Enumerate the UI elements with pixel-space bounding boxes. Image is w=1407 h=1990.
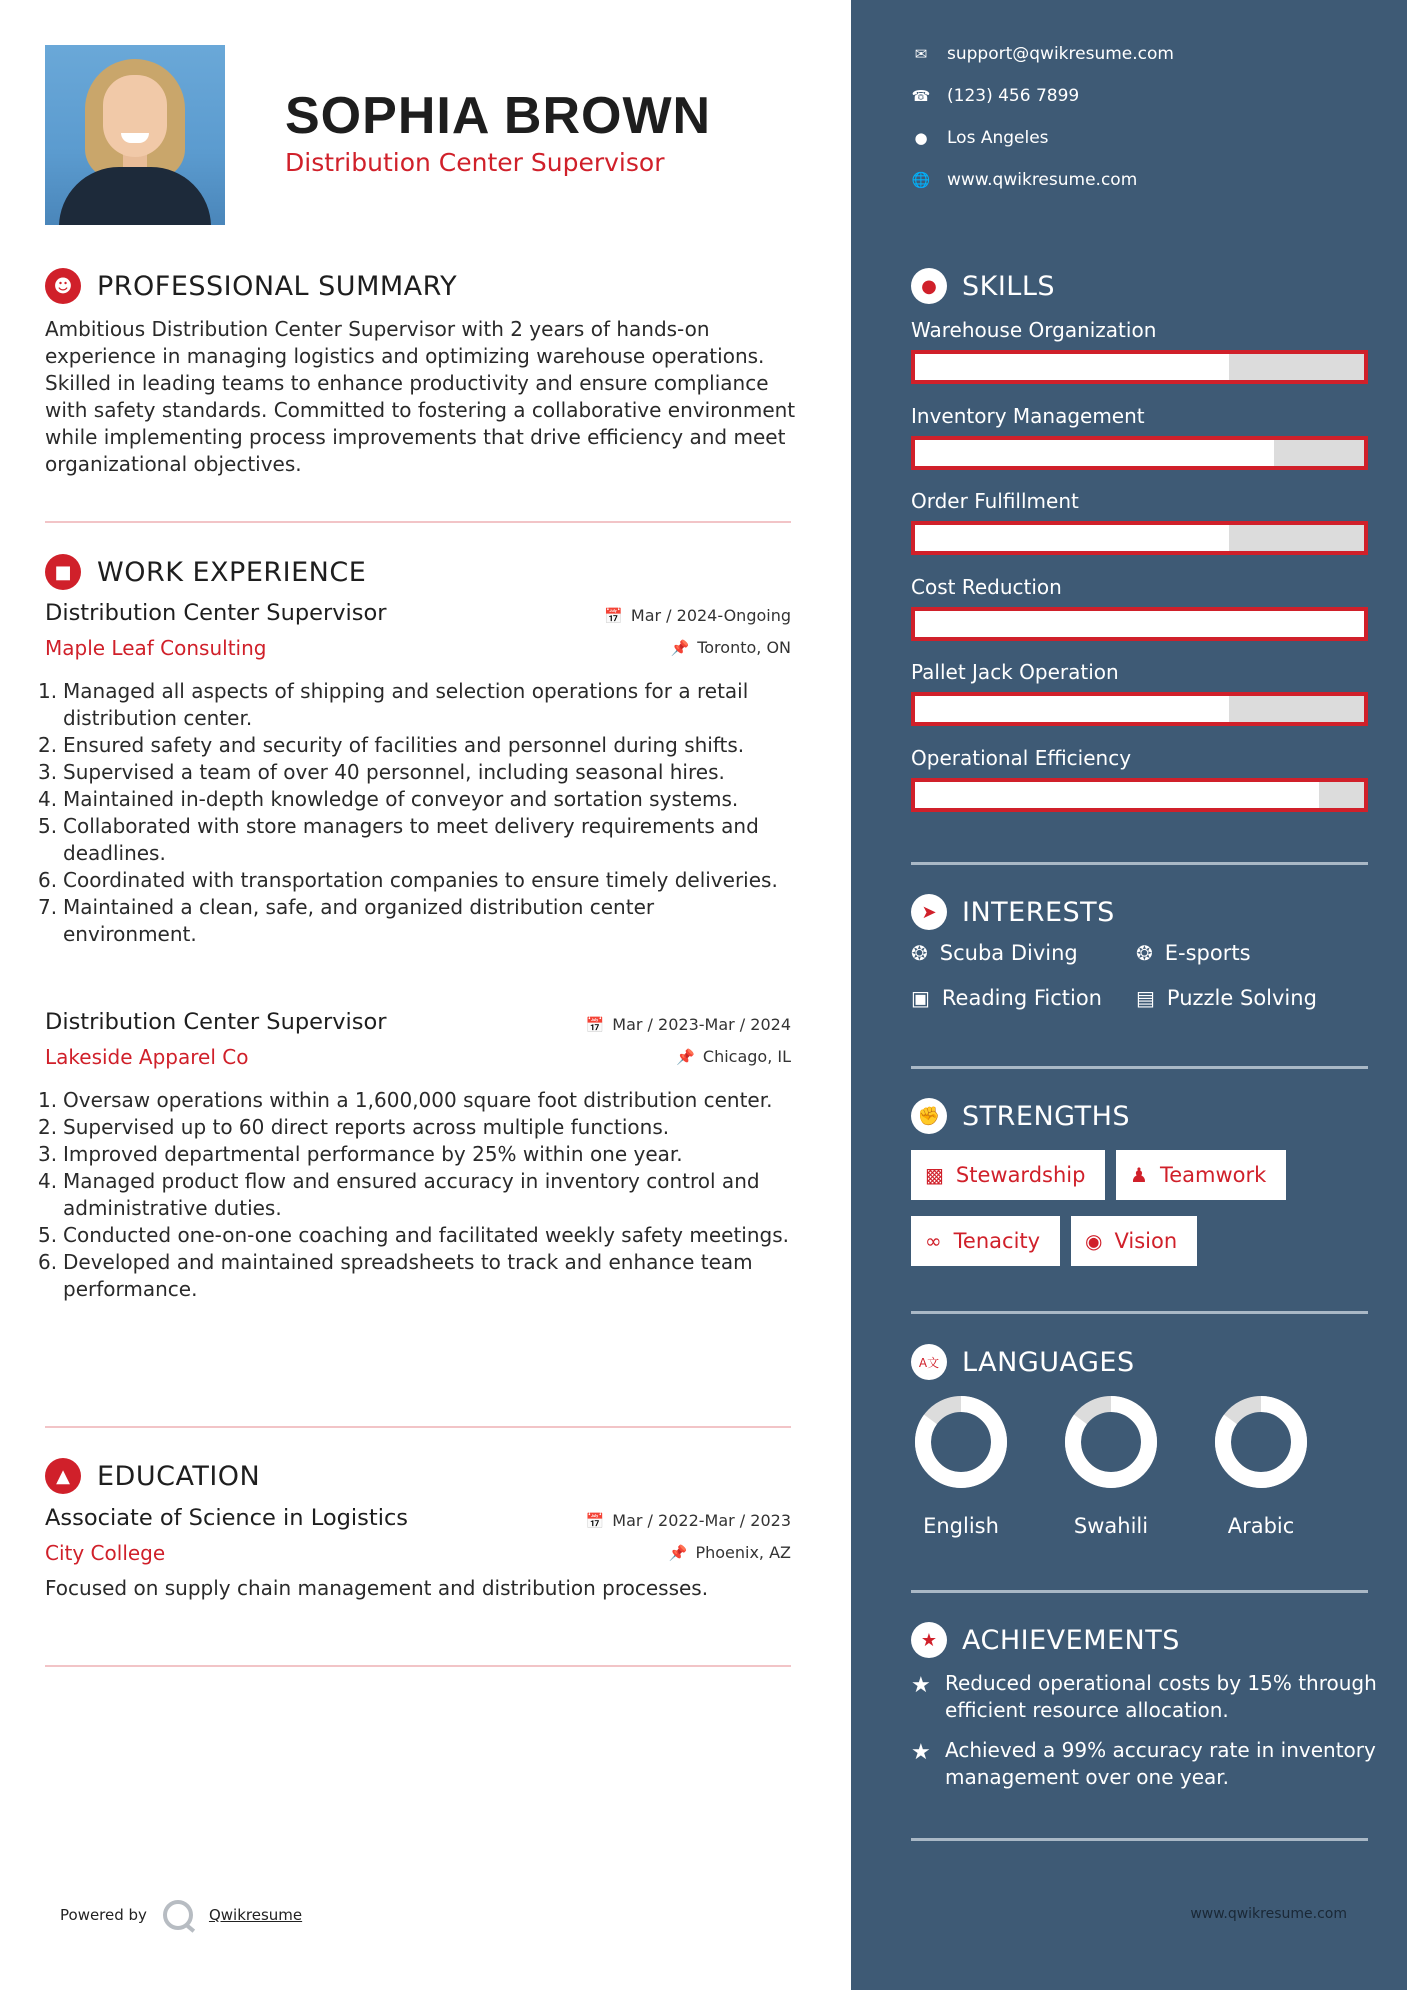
pin-icon: 📌 xyxy=(668,1544,688,1562)
list-item: Maintained in-depth knowledge of conveyor and sortation systems. xyxy=(63,787,739,811)
skill-bar xyxy=(911,436,1368,470)
list-item: Ensured safety and security of facilities and personnel during shifts. xyxy=(63,733,745,757)
list-item: Oversaw operations within a 1,600,000 square foot distribution center. xyxy=(63,1088,773,1112)
interests-heading xyxy=(911,894,1115,930)
divider xyxy=(911,1311,1368,1314)
phone-icon: ☎ xyxy=(911,87,931,105)
divider xyxy=(911,862,1368,865)
skills-heading xyxy=(911,268,1055,304)
strength-badge: ♟ Teamwork xyxy=(1116,1150,1286,1200)
job-company: Lakeside Apparel Co xyxy=(45,1045,249,1069)
list-item: Managed all aspects of shipping and selection operations for a retail distribution center. xyxy=(63,679,749,730)
globe-icon: 🌐 xyxy=(911,171,931,189)
translate-icon: A文 xyxy=(911,1344,947,1380)
divider xyxy=(911,1590,1368,1593)
list-item: Maintained a clean, safe, and organized distribution center environment. xyxy=(63,895,655,946)
shooting-star-icon: ★ xyxy=(911,1673,931,1698)
link-icon: ∞ xyxy=(925,1229,942,1253)
envelope-icon: ✉ xyxy=(914,45,928,63)
calendar-icon: 📅 xyxy=(585,1512,605,1530)
interest-item: ❂ E-sports xyxy=(1136,941,1251,965)
skill-bar xyxy=(911,521,1368,555)
candidate-name: SOPHIA BROWN xyxy=(285,87,712,145)
language-name: English xyxy=(923,1514,999,1538)
skill-bar xyxy=(911,692,1368,726)
profile-photo xyxy=(45,45,225,225)
map-marker-icon: ● xyxy=(914,129,928,147)
list-item: Collaborated with store managers to meet delivery requirements and deadlines. xyxy=(63,814,759,865)
book-icon: ▤ xyxy=(1136,986,1155,1010)
section-title: EDUCATION xyxy=(97,1460,261,1492)
skill-label: Pallet Jack Operation xyxy=(911,660,1119,684)
powered-by-text: Powered by xyxy=(60,1906,147,1924)
language-item xyxy=(901,1394,1021,1538)
job-location: 📌 Toronto, ON xyxy=(670,638,791,657)
strength-badge: ◉ Vision xyxy=(1071,1216,1197,1266)
language-item xyxy=(1201,1394,1321,1538)
lightbulb-icon: ● xyxy=(911,268,947,304)
calendar-icon: 📅 xyxy=(585,1016,605,1034)
achievement-item: ★ Achieved a 99% accuracy rate in inventory management over one year. xyxy=(911,1738,1376,1789)
achievements-heading xyxy=(911,1622,1180,1658)
education-date: 📅 Mar / 2022-Mar / 2023 xyxy=(585,1511,791,1530)
sidebar xyxy=(851,0,1407,1990)
interest-item: ▤ Puzzle Solving xyxy=(1136,986,1317,1010)
qwikresume-logo-icon xyxy=(163,1900,193,1930)
pin-icon: 📌 xyxy=(670,639,690,657)
interest-item: ❂ Scuba Diving xyxy=(911,941,1078,965)
job-title: Distribution Center Supervisor xyxy=(45,1009,387,1035)
summary-text: Ambitious Distribution Center Supervisor with 2 years of hands-on experience in managing logistics and optimizing warehouse operations. Skilled in leading teams to enhance productivity and ensure compliance with safety standards. Committed to fostering a collaborative environment while implementing process improvements that drive efficiency and meet organizational objectives. xyxy=(45,317,796,476)
life-ring-icon: ❂ xyxy=(1136,941,1153,965)
briefcase-icon: ▩ xyxy=(925,1163,944,1187)
fist-icon: ✊ xyxy=(911,1098,947,1134)
job-location: 📌 Chicago, IL xyxy=(676,1047,791,1066)
contact-website[interactable]: 🌐 www.qwikresume.com xyxy=(911,170,1138,190)
life-ring-icon: ❂ xyxy=(911,941,928,965)
language-name: Arabic xyxy=(1227,1514,1295,1538)
job-date: 📅 Mar / 2023-Mar / 2024 xyxy=(585,1015,791,1034)
education-entry xyxy=(45,1505,791,1602)
divider xyxy=(45,521,791,523)
interest-item: ▣ Reading Fiction xyxy=(911,986,1102,1010)
skill-bar xyxy=(911,607,1368,641)
skill-bar-fill xyxy=(915,696,1229,722)
skill-bar xyxy=(911,350,1368,384)
section-title: INTERESTS xyxy=(962,896,1115,928)
language-ring xyxy=(1213,1394,1309,1490)
strength-badge: ▩ Stewardship xyxy=(911,1150,1105,1200)
section-title: WORK EXPERIENCE xyxy=(97,556,367,588)
job-company: Maple Leaf Consulting xyxy=(45,636,267,660)
job-date: 📅 Mar / 2024-Ongoing xyxy=(604,606,791,625)
contact-location: ● Los Angeles xyxy=(911,128,1049,148)
education-description: Focused on supply chain management and distribution processes. xyxy=(45,1576,709,1600)
powered-by xyxy=(60,1900,302,1930)
section-title: SKILLS xyxy=(962,270,1056,302)
footer-website[interactable]: www.qwikresume.com xyxy=(1190,1906,1347,1922)
contact-email[interactable]: ✉ support@qwikresume.com xyxy=(911,44,1174,64)
shooting-star-icon: ★ xyxy=(911,1740,931,1765)
graduation-cap-icon: ▲ xyxy=(45,1458,81,1494)
task-list xyxy=(45,678,791,948)
divider xyxy=(911,1066,1368,1069)
job-entry xyxy=(45,600,791,948)
list-item: Conducted one-on-one coaching and facilitated weekly safety meetings. xyxy=(63,1223,790,1247)
work-heading xyxy=(45,554,366,590)
section-title: ACHIEVEMENTS xyxy=(962,1624,1180,1656)
gamepad-icon: ▣ xyxy=(911,986,930,1010)
section-title: LANGUAGES xyxy=(962,1346,1135,1378)
skill-bar-fill xyxy=(915,354,1229,380)
binoculars-icon: ◉ xyxy=(1085,1229,1103,1253)
pin-icon: 📌 xyxy=(676,1048,695,1066)
education-heading xyxy=(45,1458,260,1494)
strength-badge: ∞ Tenacity xyxy=(911,1216,1060,1266)
task-list xyxy=(45,1087,791,1303)
divider xyxy=(45,1665,791,1667)
skill-label: Cost Reduction xyxy=(911,574,1062,599)
list-item: Improved departmental performance by 25% within one year. xyxy=(63,1142,683,1166)
summary-heading xyxy=(45,268,457,304)
skill-bar-fill xyxy=(915,611,1364,637)
languages-heading xyxy=(911,1344,1135,1380)
list-item: Supervised up to 60 direct reports across multiple functions. xyxy=(63,1115,670,1139)
skill-bar-fill xyxy=(915,782,1319,808)
school: City College xyxy=(45,1541,166,1565)
degree: Associate of Science in Logistics xyxy=(45,1505,409,1531)
job-entry xyxy=(45,1009,791,1303)
contact-phone[interactable]: ☎ (123) 456 7899 xyxy=(911,86,1080,106)
list-item: Developed and maintained spreadsheets to track and enhance team performance. xyxy=(63,1250,753,1301)
chair-icon: ■ xyxy=(45,554,81,590)
user-icon: ☻ xyxy=(45,268,81,304)
list-item: Managed product flow and ensured accuracy in inventory control and administrative duties. xyxy=(63,1169,760,1220)
education-location: 📌 Phoenix, AZ xyxy=(668,1543,791,1562)
users-icon: ♟ xyxy=(1130,1163,1148,1187)
skill-label: Warehouse Organization xyxy=(911,318,1157,342)
language-ring xyxy=(913,1394,1009,1490)
skill-label: Operational Efficiency xyxy=(911,745,1132,770)
skill-bar-fill xyxy=(915,440,1274,466)
skill-bar-fill xyxy=(915,525,1229,551)
language-ring xyxy=(1063,1394,1159,1490)
divider xyxy=(911,1838,1368,1841)
star-icon: ★ xyxy=(911,1622,947,1658)
section-title: PROFESSIONAL SUMMARY xyxy=(97,270,458,302)
strengths-heading xyxy=(911,1098,1130,1134)
skill-label: Order Fulfillment xyxy=(911,489,1079,513)
language-name: Swahili xyxy=(1073,1514,1149,1538)
skill-bar xyxy=(911,778,1368,812)
skill-label: Inventory Management xyxy=(911,403,1145,428)
job-title: Distribution Center Supervisor xyxy=(45,600,387,626)
divider xyxy=(45,1426,791,1428)
brand-link[interactable]: Qwikresume xyxy=(208,1906,303,1924)
list-item: Coordinated with transportation companies to ensure timely deliveries. xyxy=(63,868,778,892)
candidate-role: Distribution Center Supervisor xyxy=(285,148,665,177)
paper-plane-icon: ➤ xyxy=(911,894,947,930)
list-item: Supervised a team of over 40 personnel, including seasonal hires. xyxy=(63,760,725,784)
achievement-item: ★ Reduced operational costs by 15% through efficient resource allocation. xyxy=(911,1671,1377,1722)
calendar-icon: 📅 xyxy=(604,607,623,625)
section-title: STRENGTHS xyxy=(962,1100,1131,1132)
language-item xyxy=(1051,1394,1171,1538)
